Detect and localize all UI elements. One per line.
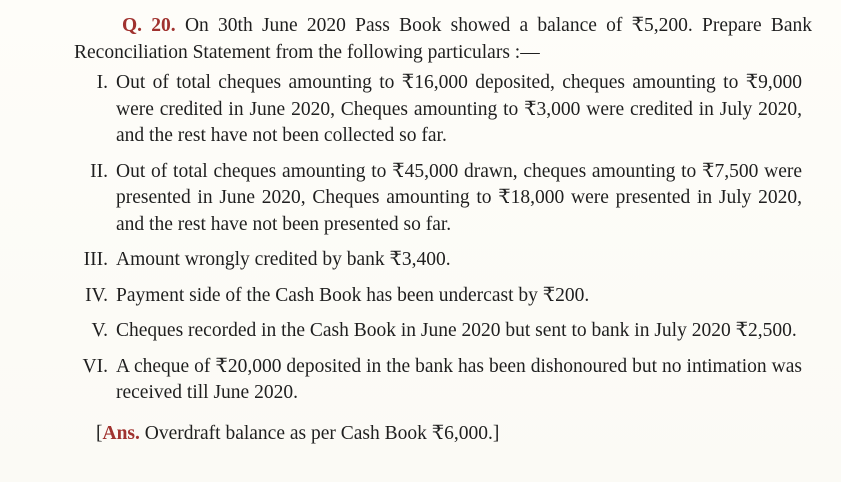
- list-item: [72, 318, 802, 345]
- list-item: [72, 247, 802, 274]
- list-item: [72, 354, 802, 407]
- answer-line: [96, 420, 499, 447]
- list-item: [72, 70, 802, 150]
- particulars-list: [72, 70, 802, 416]
- item-numeral: IV.: [85, 284, 108, 306]
- item-text: Payment side of the Cash Book has been undercast by ₹200.: [116, 284, 590, 306]
- question-text: On 30th June 2020 Pass Book showed a balance of ₹5,200. Prepare Bank Reconciliation Statement from the following particulars :—: [74, 15, 813, 63]
- answer-text: Overdraft balance as per Cash Book ₹6,000.]: [144, 423, 500, 444]
- item-numeral: I.: [96, 72, 108, 93]
- item-numeral: II.: [90, 160, 108, 182]
- item-numeral: III.: [83, 249, 108, 270]
- item-text: Amount wrongly credited by bank ₹3,400.: [116, 249, 451, 270]
- question-paragraph: [74, 12, 812, 66]
- item-text: Out of total cheques amounting to ₹45,000 drawn, cheques amounting to ₹7,500 were presented in June 2020, Cheques amounting to ₹18,000 were presented in July 2020, and the rest have not been presented so far.: [116, 160, 802, 235]
- list-item: [72, 283, 802, 310]
- answer-open-bracket: [: [96, 423, 103, 444]
- item-numeral: VI.: [82, 355, 108, 377]
- list-item: [72, 159, 802, 239]
- item-text: A cheque of ₹20,000 deposited in the bank has been dishonoured but no intimation was received till June 2020.: [116, 355, 802, 403]
- item-text: Out of total cheques amounting to ₹16,000 deposited, cheques amounting to ₹9,000 were credited in June 2020, Cheques amounting to ₹3,000 were credited in July 2020, and the rest have not been collected so far.: [116, 72, 802, 146]
- answer-label: Ans.: [102, 423, 140, 444]
- item-numeral: V.: [91, 320, 108, 341]
- item-text: Cheques recorded in the Cash Book in June 2020 but sent to bank in July 2020 ₹2,500.: [116, 320, 797, 341]
- question-number: Q. 20.: [122, 15, 176, 36]
